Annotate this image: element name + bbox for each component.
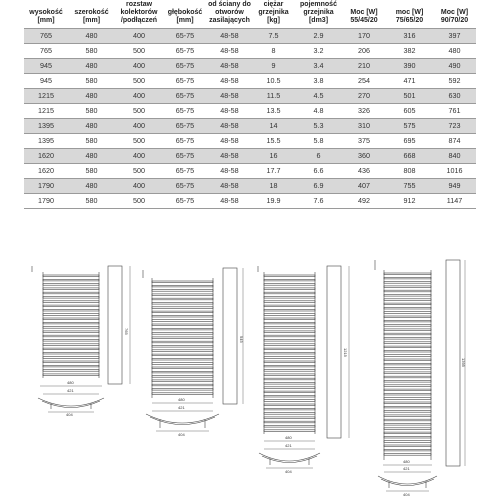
table-cell: 3.2 [295, 44, 342, 59]
radiator-bar [384, 372, 431, 374]
radiator-bar [384, 381, 431, 383]
table-cell: 65-75 [163, 164, 207, 179]
radiator-bar [384, 428, 431, 430]
radiator-bar [43, 318, 99, 320]
table-cell: 407 [342, 179, 386, 194]
table-cell: 808 [386, 164, 433, 179]
radiator-bar [152, 298, 213, 300]
radiator-bar [264, 374, 315, 376]
table-cell: 65-75 [163, 179, 207, 194]
table-cell: 490 [433, 59, 476, 74]
radiator-bar [43, 344, 99, 346]
radiator-bar [264, 395, 315, 397]
table-cell: 316 [386, 29, 433, 44]
radiator-bar [384, 359, 431, 361]
radiator-bar [384, 355, 431, 357]
radiator-bar [152, 307, 213, 309]
header-cell: Moc [W] 90/70/20 [440, 9, 469, 24]
table-row [24, 194, 476, 209]
radiator-bar [152, 341, 213, 343]
table-cell: 170 [342, 29, 386, 44]
table-cell: 500 [115, 44, 163, 59]
radiator-bar [264, 292, 315, 294]
radiator-bar [384, 282, 431, 284]
radiator-bar [264, 408, 315, 410]
radiator-bar [152, 384, 213, 386]
table-row [24, 44, 476, 59]
table-cell: 48-58 [207, 194, 252, 209]
table-cell: 6.6 [295, 164, 342, 179]
table-cell: 605 [386, 104, 433, 119]
radiator-bar [384, 424, 431, 426]
radiator-bar [43, 305, 99, 307]
table-cell: 945 [24, 59, 68, 74]
radiator-bar [43, 357, 99, 359]
table-row [24, 134, 476, 149]
table-cell: 400 [115, 119, 163, 134]
table-cell: 7.6 [295, 194, 342, 209]
table-cell: 400 [115, 59, 163, 74]
radiator-bar [384, 312, 431, 314]
table-cell: 360 [342, 149, 386, 164]
width-label: 480 [67, 380, 74, 385]
radiator-bar [43, 301, 99, 303]
radiator-bar [384, 411, 431, 413]
spacing-label: 421 [285, 443, 292, 448]
radiator-bar [152, 337, 213, 339]
table-cell: 48-58 [207, 59, 252, 74]
radiator-bar [384, 342, 431, 344]
width-label: 480 [403, 459, 410, 464]
table-cell: 270 [342, 89, 386, 104]
radiator-bar [384, 393, 431, 395]
radiator-bar [384, 432, 431, 434]
radiator-bar [384, 389, 431, 391]
radiator-bar [264, 322, 315, 324]
header-row [24, 0, 476, 29]
header-cell: wysokość [mm] [29, 9, 63, 24]
spacing-label: 421 [178, 405, 185, 410]
radiator-bar [264, 305, 315, 307]
radiator-bar [152, 281, 213, 283]
radiator-bar [264, 344, 315, 346]
header-cell: szerokość [mm] [74, 9, 109, 24]
radiator-bar [152, 354, 213, 356]
table-cell: 48-58 [207, 104, 252, 119]
table-cell: 254 [342, 74, 386, 89]
radiator-bar [152, 315, 213, 317]
radiator-bar [43, 365, 99, 367]
radiator-bar [152, 380, 213, 382]
table-cell: 11.5 [252, 89, 295, 104]
bottom-label: 404 [178, 432, 185, 437]
table-cell: 580 [68, 44, 115, 59]
table-cell: 580 [68, 194, 115, 209]
table-row [24, 29, 476, 44]
radiator-bar [43, 322, 99, 324]
radiator-bar [384, 277, 431, 279]
table-cell: 874 [433, 134, 476, 149]
radiator-bar [264, 421, 315, 423]
radiator-bar [384, 329, 431, 331]
radiator-bar [264, 383, 315, 385]
table-cell: 1395 [24, 134, 68, 149]
table-cell: 575 [386, 119, 433, 134]
radiator-bar [152, 320, 213, 322]
radiator-bar [43, 284, 99, 286]
radiator-bar [43, 327, 99, 329]
table-cell: 480 [68, 29, 115, 44]
radiator-bar [384, 398, 431, 400]
radiator-bar [43, 331, 99, 333]
radiator-bar [384, 368, 431, 370]
bottom-label: 404 [285, 469, 292, 474]
table-cell: 65-75 [163, 44, 207, 59]
radiator-bar [264, 430, 315, 432]
radiator-bar [43, 297, 99, 299]
table-cell: 1215 [24, 89, 68, 104]
table-cell: 6 [295, 149, 342, 164]
table-cell: 65-75 [163, 89, 207, 104]
table-cell: 500 [115, 194, 163, 209]
radiator-bar [384, 299, 431, 301]
table-cell: 945 [24, 74, 68, 89]
table-cell: 18 [252, 179, 295, 194]
radiator-bar [264, 335, 315, 337]
table-cell: 1016 [433, 164, 476, 179]
table-cell: 761 [433, 104, 476, 119]
table-cell: 500 [115, 164, 163, 179]
table-cell: 65-75 [163, 104, 207, 119]
table-cell: 695 [386, 134, 433, 149]
radiator-bar [264, 400, 315, 402]
radiator-bar [384, 445, 431, 447]
table-cell: 65-75 [163, 119, 207, 134]
radiator-bar [264, 391, 315, 393]
table-cell: 390 [386, 59, 433, 74]
radiator-bar [384, 376, 431, 378]
radiator-bar [152, 294, 213, 296]
table-row [24, 59, 476, 74]
spec-table [24, 0, 476, 209]
table-cell: 375 [342, 134, 386, 149]
table-cell: 7.5 [252, 29, 295, 44]
table-cell: 400 [115, 29, 163, 44]
radiator-bar [152, 285, 213, 287]
radiator-bar [264, 309, 315, 311]
table-row [24, 74, 476, 89]
radiator-bar [264, 340, 315, 342]
radiator-bar [384, 436, 431, 438]
table-cell: 765 [24, 29, 68, 44]
radiator-bar [384, 449, 431, 451]
radiator-bar [384, 333, 431, 335]
radiator-bar [264, 284, 315, 286]
table-cell: 5.8 [295, 134, 342, 149]
spacing-label: 421 [67, 388, 74, 393]
table-cell: 400 [115, 149, 163, 164]
table-cell: 4.5 [295, 89, 342, 104]
bottom-label: 404 [403, 492, 410, 497]
radiator-drawings [0, 248, 500, 500]
table-cell: 8 [252, 44, 295, 59]
table-cell: 580 [68, 74, 115, 89]
table-cell: 500 [115, 74, 163, 89]
table-cell: 16 [252, 149, 295, 164]
table-cell: 4.8 [295, 104, 342, 119]
table-cell: 480 [433, 44, 476, 59]
height-label: 1395 [461, 358, 466, 367]
table-cell: 480 [68, 179, 115, 194]
table-cell: 949 [433, 179, 476, 194]
radiator-bar [384, 454, 431, 456]
table-cell: 400 [115, 89, 163, 104]
radiator-bar [152, 363, 213, 365]
radiator-drawing [32, 266, 130, 412]
radiator-bar [152, 376, 213, 378]
table-cell: 9 [252, 59, 295, 74]
header-cell: od ściany do otworów zasilających [208, 1, 251, 24]
table-cell: 65-75 [163, 59, 207, 74]
radiator-bar [264, 297, 315, 299]
table-cell: 1790 [24, 194, 68, 209]
table-row [24, 104, 476, 119]
radiator-bar [43, 335, 99, 337]
radiator-bar [384, 346, 431, 348]
table-row [24, 149, 476, 164]
table-cell: 480 [68, 149, 115, 164]
table-row [24, 179, 476, 194]
radiator-bar [264, 357, 315, 359]
radiator-bar [152, 333, 213, 335]
radiator-bar [384, 290, 431, 292]
table-cell: 1147 [433, 194, 476, 209]
radiator-bar [384, 385, 431, 387]
table-cell: 326 [342, 104, 386, 119]
radiator-bar [384, 350, 431, 352]
radiator-bar [43, 314, 99, 316]
radiator-bar [43, 275, 99, 277]
table-cell: 501 [386, 89, 433, 104]
radiator-bar [384, 286, 431, 288]
table-cell: 1620 [24, 164, 68, 179]
radiator-bar [264, 301, 315, 303]
table-cell: 630 [433, 89, 476, 104]
radiator-bar [384, 325, 431, 327]
table-cell: 310 [342, 119, 386, 134]
table-cell: 48-58 [207, 164, 252, 179]
radiator-bar [264, 288, 315, 290]
table-cell: 10.5 [252, 74, 295, 89]
radiator-bar [152, 324, 213, 326]
table-cell: 48-58 [207, 134, 252, 149]
table-cell: 48-58 [207, 89, 252, 104]
radiator-bar [264, 348, 315, 350]
width-label: 480 [178, 397, 185, 402]
radiator-bar [384, 316, 431, 318]
radiator-bar [384, 307, 431, 309]
radiator-bar [264, 387, 315, 389]
header-cell: ciężar grzejnika [kg] [258, 1, 289, 24]
radiator-bar [152, 350, 213, 352]
table-cell: 3.4 [295, 59, 342, 74]
radiator-bar [152, 358, 213, 360]
header-cell: rozstaw kolektorów /podłączeń [120, 1, 158, 24]
table-cell: 15.5 [252, 134, 295, 149]
header-cell: Moc [W] 55/45/20 [350, 9, 378, 24]
table-cell: 48-58 [207, 29, 252, 44]
radiator-bar [384, 441, 431, 443]
height-label: 945 [239, 336, 244, 343]
header-cell: pojemność grzejnika [dm3] [300, 1, 337, 24]
table-cell: 580 [68, 104, 115, 119]
radiator-bar [384, 303, 431, 305]
height-label: 1215 [343, 348, 348, 357]
spacing-label: 421 [403, 466, 410, 471]
radiator-drawing [375, 260, 465, 491]
table-cell: 1395 [24, 119, 68, 134]
table-cell: 48-58 [207, 119, 252, 134]
table-cell: 48-58 [207, 149, 252, 164]
header-cell: głębokość [mm] [167, 9, 203, 24]
table-cell: 471 [386, 74, 433, 89]
table-cell: 2.9 [295, 29, 342, 44]
radiator-bar [152, 389, 213, 391]
radiator-bar [384, 419, 431, 421]
table-cell: 19.9 [252, 194, 295, 209]
table-cell: 48-58 [207, 179, 252, 194]
radiator-bar [384, 415, 431, 417]
radiator-bar [384, 363, 431, 365]
radiator-drawing [143, 268, 243, 431]
table-cell: 397 [433, 29, 476, 44]
radiator-bar [264, 352, 315, 354]
radiator-bar [152, 303, 213, 305]
table-cell: 480 [68, 89, 115, 104]
radiator-bar [384, 338, 431, 340]
radiator-bar [43, 292, 99, 294]
radiator-bar [152, 346, 213, 348]
radiator-bar [384, 402, 431, 404]
table-cell: 382 [386, 44, 433, 59]
table-cell: 206 [342, 44, 386, 59]
radiator-bar [264, 413, 315, 415]
radiator-bar [152, 328, 213, 330]
table-cell: 500 [115, 104, 163, 119]
table-cell: 1215 [24, 104, 68, 119]
table-cell: 48-58 [207, 44, 252, 59]
radiator-bar [43, 374, 99, 376]
radiator-bar [264, 426, 315, 428]
table-cell: 840 [433, 149, 476, 164]
radiator-bar [152, 393, 213, 395]
radiator-bar [43, 348, 99, 350]
radiator-bar [264, 314, 315, 316]
radiator-bar [264, 331, 315, 333]
radiator-bar [43, 279, 99, 281]
table-cell: 580 [68, 164, 115, 179]
radiator-bar [264, 404, 315, 406]
table-row [24, 89, 476, 104]
radiator-bar [264, 361, 315, 363]
table-cell: 14 [252, 119, 295, 134]
radiator-bar [264, 279, 315, 281]
radiator-bar [152, 367, 213, 369]
header-cell: moc [W] 75/65/20 [395, 9, 424, 24]
table-cell: 65-75 [163, 29, 207, 44]
radiator-bar [384, 320, 431, 322]
table-cell: 65-75 [163, 74, 207, 89]
radiator-bar [264, 417, 315, 419]
radiator-bar [264, 275, 315, 277]
table-cell: 668 [386, 149, 433, 164]
table-cell: 480 [68, 119, 115, 134]
radiator-bar [152, 371, 213, 373]
table-cell: 912 [386, 194, 433, 209]
radiator-bar [264, 370, 315, 372]
table-cell: 492 [342, 194, 386, 209]
radiator-bar [43, 340, 99, 342]
bottom-label: 404 [66, 412, 73, 417]
radiator-bar [43, 370, 99, 372]
table-cell: 65-75 [163, 149, 207, 164]
radiator-bar [384, 295, 431, 297]
table-cell: 580 [68, 134, 115, 149]
table-cell: 723 [433, 119, 476, 134]
table-cell: 3.8 [295, 74, 342, 89]
radiator-bar [43, 288, 99, 290]
table-cell: 17.7 [252, 164, 295, 179]
table-cell: 480 [68, 59, 115, 74]
radiator-bar [152, 311, 213, 313]
table-cell: 5.3 [295, 119, 342, 134]
table-row [24, 164, 476, 179]
table-cell: 500 [115, 134, 163, 149]
table-cell: 592 [433, 74, 476, 89]
table-row [24, 119, 476, 134]
height-label: 765 [124, 328, 129, 335]
radiator-bar [264, 318, 315, 320]
radiator-drawing [258, 266, 349, 468]
radiator-bar [264, 365, 315, 367]
radiator-bar [384, 406, 431, 408]
table-cell: 65-75 [163, 134, 207, 149]
table-cell: 765 [24, 44, 68, 59]
table-cell: 6.9 [295, 179, 342, 194]
radiator-bar [43, 352, 99, 354]
table-body [24, 29, 476, 209]
table-cell: 1790 [24, 179, 68, 194]
radiator-bar [264, 327, 315, 329]
table-cell: 13.5 [252, 104, 295, 119]
table-cell: 400 [115, 179, 163, 194]
radiator-bar [264, 378, 315, 380]
width-label: 480 [285, 435, 292, 440]
table-cell: 210 [342, 59, 386, 74]
radiator-bar [384, 273, 431, 275]
table-cell: 65-75 [163, 194, 207, 209]
table-cell: 48-58 [207, 74, 252, 89]
radiator-bar [152, 290, 213, 292]
radiator-bar [43, 361, 99, 363]
radiator-bar [43, 309, 99, 311]
table-cell: 755 [386, 179, 433, 194]
table-cell: 1620 [24, 149, 68, 164]
table-cell: 436 [342, 164, 386, 179]
